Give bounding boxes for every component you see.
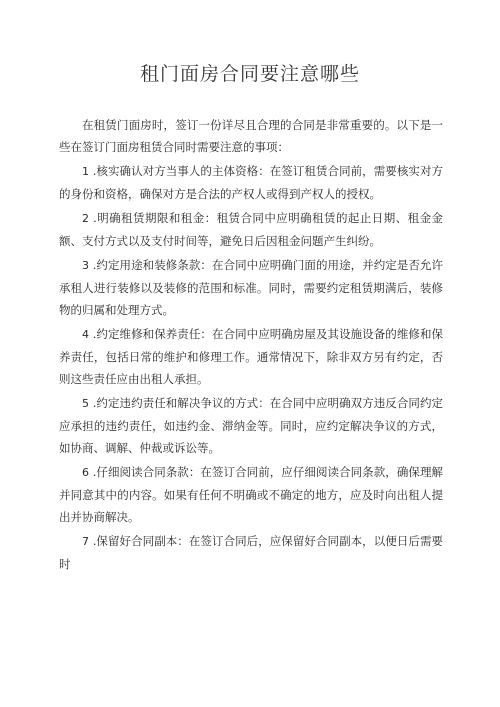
item-number: 7 [82, 535, 89, 548]
paragraph-text: .约定维修和保养责任：在合同中应明确房屋及其设施设备的维修和保养责任，包括日常的维护和修理工作。通常情况下，除非双方另有约定，否则这些责任应由出租人承担。 [59, 327, 444, 386]
item-number: 2 [82, 212, 89, 225]
list-item [59, 254, 443, 321]
paragraph-text: 在租赁门面房时，签订一份详尽且合理的合同是非常重要的。以下是一些在签订门面房租赁合同时需要注意的事项： [59, 118, 443, 154]
list-item [59, 207, 443, 252]
paragraph-text: .保留好合同副本：在签订合同后，应保留好合同副本，以便日后需要时 [59, 534, 444, 571]
item-number: 6 [82, 466, 89, 479]
page-title: 租门面房合同要注意哪些 [139, 63, 360, 85]
list-item [59, 160, 443, 205]
paragraph-text: .明确租赁期限和租金：租赁合同中应明确租赁的起止日期、租金金额、支付方式以及支付时间等，避免日后因租金问题产生纠纷。 [59, 211, 444, 248]
list-item [59, 323, 443, 390]
document-body [59, 114, 443, 577]
list-item [59, 392, 443, 459]
intro-paragraph [59, 114, 443, 158]
item-number: 1 [82, 165, 89, 178]
paragraph-text: .核实确认对方当事人的主体资格：在签订租赁合同前，需要核实对方的身份和资格，确保对方是合法的产权人或得到产权人的授权。 [59, 164, 444, 201]
paragraph-text: .约定违约责任和解决争议的方式：在合同中应明确双方违反合同约定应承担的违约责任，如违约金、滞纳金等。同时，应约定解决争议的方式，如协商、调解、仲裁或诉讼等。 [59, 396, 444, 455]
item-number: 5 [82, 397, 89, 410]
item-number: 4 [82, 328, 89, 341]
list-item [59, 461, 443, 528]
paragraph-text: .约定用途和装修条款：在合同中应明确门面的用途，并约定是否允许承租人进行装修以及装修的范围和标准。同时，需要约定租赁期满后，装修物的归属和处理方式。 [59, 258, 444, 317]
item-number: 3 [82, 259, 89, 272]
paragraph-text: .仔细阅读合同条款：在签订合同前，应仔细阅读合同条款，确保理解并同意其中的内容。如果有任何不明确或不确定的地方，应及时向出租人提出并协商解决。 [59, 465, 444, 524]
list-item [59, 530, 443, 575]
